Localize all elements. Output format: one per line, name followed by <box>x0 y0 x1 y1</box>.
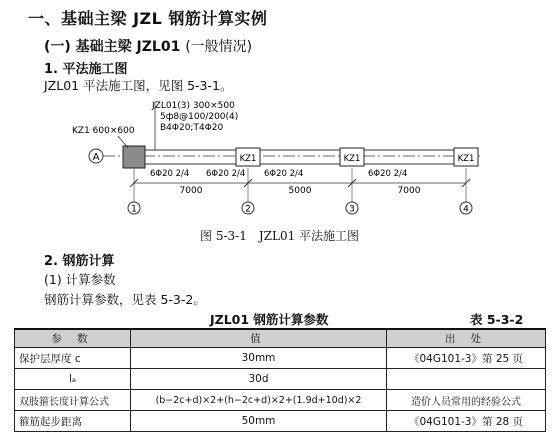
sub-heading-text: (一) 基础主梁 JZL01 <box>44 39 181 55</box>
cell-param: lₐ <box>15 369 131 390</box>
bottom-bar-note-1: 6Φ20 2/4 <box>150 169 190 179</box>
header-source: 出 处 <box>387 329 546 348</box>
section-1-title: 1. 平法施工图 <box>44 62 128 77</box>
table-row <box>15 348 546 369</box>
section-2-text: 钢筋计算参数，见表 5-3-2。 <box>44 292 206 307</box>
table-header-row <box>15 329 546 348</box>
cell-source: 《04G101-3》第 25 页 <box>387 348 546 369</box>
cell-value: 30mm <box>131 348 387 369</box>
axis-a-label: A <box>92 152 100 163</box>
bottom-bar-note-2: 6Φ20 2/4 <box>206 169 246 179</box>
section-2-subtitle: (1) 计算参数 <box>44 272 116 287</box>
cell-param: 保护层厚度 c <box>15 348 131 369</box>
span-1-dim: 7000 <box>179 186 203 196</box>
figure-caption: 图 5-3-1 JZL01 平法施工图 <box>200 229 360 243</box>
table-row <box>15 411 546 432</box>
section-2-title: 2. 钢筋计算 <box>44 254 115 269</box>
section-1-text: JZL01 平法施工图，见图 5-3-1。 <box>44 78 233 93</box>
parameter-table <box>14 328 546 432</box>
cell-value: 50mm <box>131 411 387 432</box>
axis-2-label: 2 <box>245 204 251 215</box>
beam-note-3: B4Φ20;T4Φ20 <box>160 123 224 133</box>
table-row <box>15 369 546 390</box>
table-number: 表 5-3-2 <box>470 312 524 327</box>
cell-param: 箍筋起步距离 <box>15 411 131 432</box>
column-note: KZ1 600×600 <box>72 126 135 136</box>
sub-heading-note: (一般情况) <box>185 39 253 55</box>
beam-note-1: JZL01(3) 300×500 <box>152 101 235 111</box>
column-2-label: KZ1 <box>239 154 257 164</box>
cell-source: 《04G101-3》第 28 页 <box>387 411 546 432</box>
header-param: 参 数 <box>15 329 131 348</box>
main-heading: 一、基础主梁 JZL 钢筋计算实例 <box>28 9 268 28</box>
table-row <box>15 390 546 411</box>
cell-param: 双肢箍长度计算公式 <box>15 390 131 411</box>
cell-value: (b−2c+d)×2+(h−2c+d)×2+(1.9d+10d)×2 <box>131 390 387 411</box>
span-2-dim: 5000 <box>288 186 312 196</box>
header-value: 值 <box>131 329 387 348</box>
column-3-label: KZ1 <box>343 154 361 164</box>
cell-source: 造价人员常用的经验公式 <box>387 390 546 411</box>
axis-1-label: 1 <box>131 204 137 215</box>
bottom-bar-note-4: 6Φ20 2/4 <box>368 169 408 179</box>
cell-source <box>387 369 546 390</box>
beam-note-2: 5ф8@100/200(4) <box>160 112 239 122</box>
column-4-label: KZ1 <box>457 154 475 164</box>
axis-3-label: 3 <box>349 204 355 215</box>
cell-value: 30d <box>131 369 387 390</box>
span-3-dim: 7000 <box>397 186 421 196</box>
axis-4-label: 4 <box>463 204 469 215</box>
table-title: JZL01 钢筋计算参数 <box>210 312 329 327</box>
column-1 <box>123 146 145 168</box>
bottom-bar-note-3: 6Φ20 2/4 <box>264 169 304 179</box>
